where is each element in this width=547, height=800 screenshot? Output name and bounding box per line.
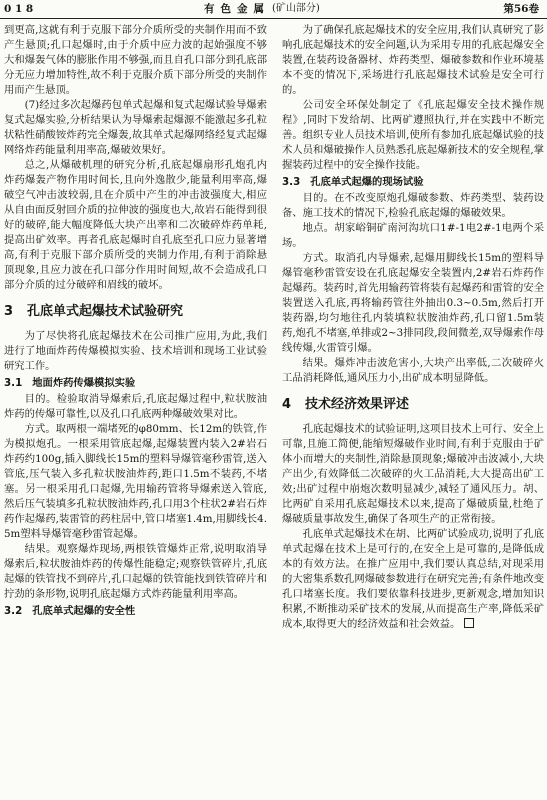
- paragraph: 方式。取消孔内导爆索,起爆用脚线长15m的塑料导爆管毫秒雷管安设在孔底起爆安全装置内,2#岩石炸药作起爆药。装药时,首先用输药管将装有起爆药和雷管的安全装置送入孔底,再将输药管往外抽出0.3~0.5m,然后打开装药器,均匀地往孔内装填粒状胺油炸药,孔口留1.5m装药,炮孔不堵塞,单排或2~3排同段,段间微差,双导爆索作母线传爆,火雷管引爆。: [282, 252, 544, 354]
- paragraph: 结果。观察爆炸现场,两根铁管爆炸正常,说明取消导爆索后,粒状胺油炸药的传爆性能稳定;观察铁管碎片,孔底起爆的铁管找不到碎片,孔口起爆的铁管能找到铁管碎片和拧劲的条形物,说明孔底起爆方式炸药能量利用率高。: [4, 543, 267, 600]
- paragraph-text: 孔底单式起爆技术在胡、比两矿试验成功,说明了孔底单式起爆在技术上是可行的,在安全上是可靠的,是降低成本的有效方法。在推广应用中,我们要认真总结,对现采用的大密集系数孔网爆破参数进行在研究完善;有条件地改变孔口堵塞长度。我们要依靠科技进步,更新观念,增加知识积累,不断推动采矿技术的发展,从而提高生产率,降低采矿成本,取得更大的经济效益和社会效益。: [282, 528, 544, 630]
- paragraph: 地点。胡家峪铜矿南河沟坑口1#-1电2#-1电两个采场。: [282, 222, 544, 249]
- subsection-number: 3.2: [4, 605, 23, 617]
- subsection-number: 3.3: [282, 176, 301, 188]
- page-number: 0 1 8: [4, 3, 34, 15]
- subsection-heading: [4, 604, 267, 619]
- subsection-heading: [282, 175, 544, 190]
- paragraph: 为了尽快将孔底起爆技术在公司推广应用,为此,我们进行了地面炸药传爆模拟实验、技术培训和现场工业试验研究工作。: [4, 330, 267, 372]
- paragraph: 到更高,这就有利于克服下部分介质所受的夹制作用而不致产生悬顶;孔口起爆时,由于介质中应力波的起始强度不够大和爆轰气体的膨胀作用不够强,而且自孔口部分到孔底部分无应力增加特性,故不利于克服介质下部分所受的夹制作用而产生悬顶。: [4, 24, 267, 96]
- paragraph: 为了确保孔底起爆技术的安全应用,我们认真研究了影响孔底起爆技术的安全问题,认为采用专用的孔底起爆安全装置,在装药设备器材、炸药类型、爆破参数和作业环境基本不变的情况下,采场进行孔底起爆技术试验是安全可行的。: [282, 24, 544, 96]
- paragraph: 目的。在不改变原炮孔爆破参数、炸药类型、装药设备、施工技术的情况下,检验孔底起爆的爆破效果。: [282, 192, 544, 219]
- section-number: 3: [4, 304, 14, 319]
- subsection-title: 孔底单式起爆的安全性: [32, 605, 136, 617]
- subsection-title: 孔底单式起爆的现场试验: [310, 176, 424, 188]
- subsection-heading: [4, 376, 267, 391]
- subsection-title: 地面炸药传爆模拟实验: [32, 377, 136, 389]
- right-column: [282, 23, 544, 795]
- paragraph: 目的。检验取消导爆索后,孔底起爆过程中,粒状胺油炸药的传爆可靠性,以及孔口孔底两种爆破效果对比。: [4, 393, 267, 420]
- paragraph: 孔底起爆技术的试验证明,这项目技术上可行、安全上可靠,且施工简便,能缩短爆破作业时间,有利于克服由于矿体小而增大的夹制性,消除悬顶现象;爆破冲击波减小,大块产出少,有效降低二次破碎的火工品消耗,大大提高出矿工效;出矿过程中崩炮次数明显减少,减轻了通风压力。胡、比两矿自采用孔底起爆技术以来,提高了爆破质量,杜绝了爆破质量事故发生,确保了各项生产的正常衔接。: [282, 423, 544, 525]
- end-mark-icon: [464, 618, 474, 628]
- section-heading: [4, 303, 267, 320]
- paragraph: 方式。取两根一端堵死的φ80mm、长12m的铁管,作为模拟炮孔。一根采用管底起爆,起爆装置内装入2#岩石炸药约100g,插入脚线长15m的塑料导爆管毫秒雷管,送入管底,压气装入多孔粒状胺油炸药,距口1.5m不装药,不堵塞。另一根采用孔口起爆,先用输药管将导爆索送入管底,然后压气装填多孔粒状胺油炸药,孔口用3个柱状2#岩石炸药作起爆药,装雷管的药柱居中,管口堵塞1.4m,用脚线长4.5m塑料导爆管毫秒雷管起爆。: [4, 423, 267, 540]
- left-column: [4, 23, 267, 795]
- paragraph-final: [282, 527, 544, 632]
- section-number: 4: [282, 397, 292, 412]
- paragraph: 结果。爆炸冲击波危害小,大块产出率低,二次破碎火工品消耗降低,通风压力小,出矿成本明显降低。: [282, 357, 544, 384]
- section-title: 孔底单式起爆技术试验研究: [27, 304, 184, 319]
- journal-subtitle: (矿山部分): [272, 3, 320, 14]
- page-header: [0, 0, 547, 19]
- section-heading: [282, 396, 544, 413]
- paragraph: 公司安全环保处制定了《孔底起爆安全技术操作规程》,同时下发给胡、比两矿遵照执行,并在实践中不断完善。组织专业人员技术培训,使所有参加孔底起爆试验的技术人员和爆破操作人员熟悉孔底起爆新技术的安全规程,掌握装药过程中的安全操作技能。: [282, 99, 544, 171]
- subsection-number: 3.1: [4, 377, 23, 389]
- paragraph: 总之,从爆破机理的研究分析,孔底起爆扇形孔炮孔内炸药爆轰产物作用时间长,且向外逸散少,能量利用率高,爆破空气冲击波较弱,且在介质中产生的冲击波强度大,相应从自由面反射回介质的拉伸波的强度也大,故岩石能得到很好的破碎,能大幅度降低大块产出率和二次破碎炸药单耗,提高出矿效率。再者孔底起爆时自孔底至孔口应力显著增高,有利于克服下部介质所受的夹制力作用,有利于消除悬顶现象,且应力波在孔口部分作用时间短,故不会造成孔口部分介质的过分破碎和眉线的破坏。: [4, 159, 267, 291]
- paragraph: (7)经过多次起爆药包单式起爆和复式起爆试验导爆索复式起爆实验,分析结果认为导爆索起爆源不能激起多孔粒状粘性硝酸铵炸药完全爆轰,故其单式起爆网络经复式起爆网络炸药能量利用率高,爆破效果好。: [4, 99, 267, 156]
- section-title: 技术经济效果评述: [305, 397, 410, 412]
- volume-label: 第56卷: [503, 3, 539, 15]
- journal-title: 有色金属: [204, 3, 270, 15]
